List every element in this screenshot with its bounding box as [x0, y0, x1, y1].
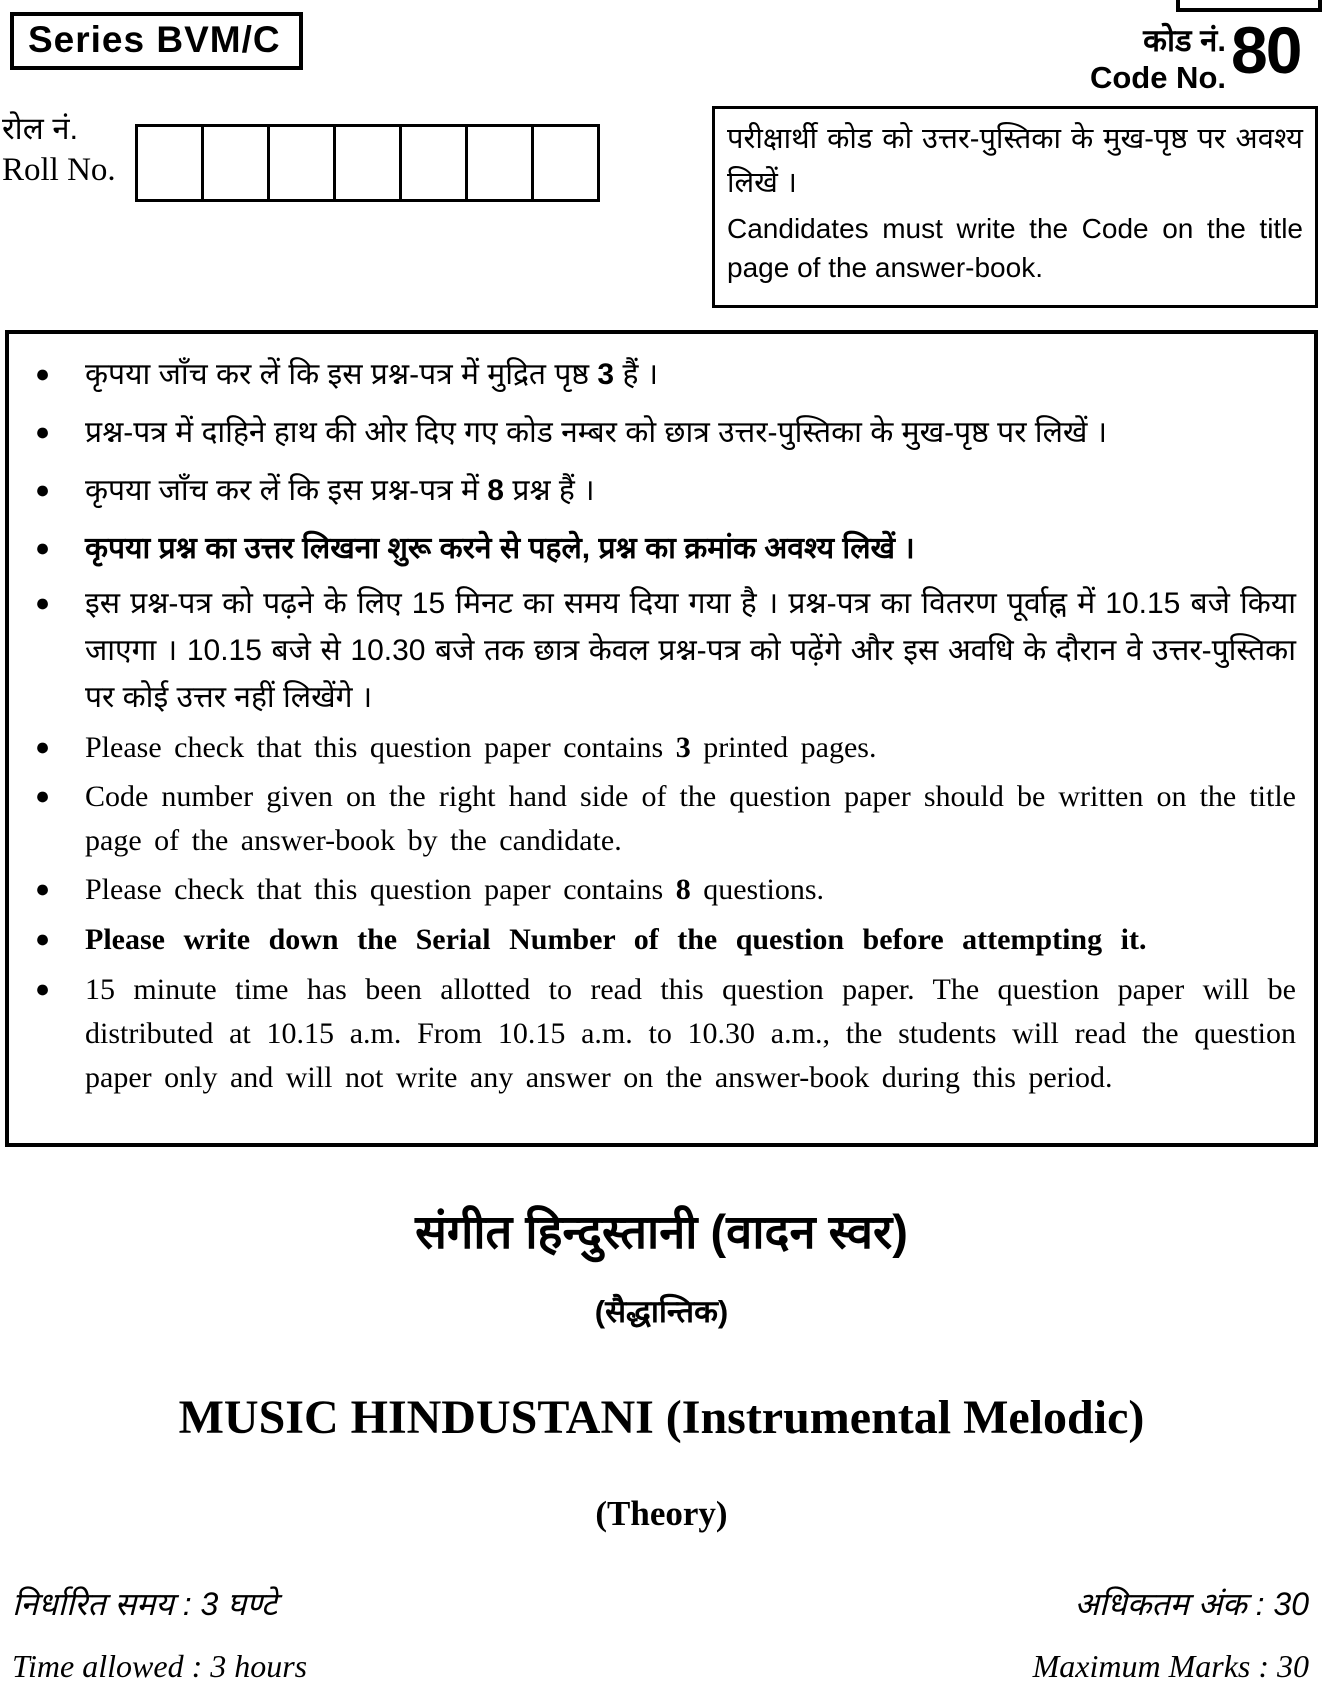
candidates-note-box: [712, 106, 1318, 308]
top-right-partial-box: [1176, 0, 1322, 12]
code-label-english: Code No.: [1089, 60, 1226, 95]
instruction-item: [9, 775, 1296, 863]
instruction-item: [9, 726, 1296, 770]
bullet-icon: ●: [35, 589, 51, 617]
instructions-box: [5, 330, 1318, 1147]
paper-title-english: MUSIC HINDUSTANI (Instrumental Melodic): [178, 1391, 1145, 1444]
instruction-item: [9, 348, 1296, 401]
instruction-text: Code number given on the right hand side of the question paper should be written on the title page of the answer-book by the candidate.: [85, 780, 1296, 857]
instruction-text: कृपया प्रश्न का उत्तर लिखना शुरू करने से पहले, प्रश्न का क्रमांक अवश्य लिखें ।: [85, 532, 915, 565]
instruction-item: [9, 522, 1296, 575]
instruction-text: Please write down the Serial Number of the question before attempting it.: [85, 923, 1147, 956]
bullet-icon: ●: [35, 476, 51, 504]
bullet-icon: ●: [35, 418, 51, 446]
time-allowed-hindi: निर्धारित समय : 3 घण्टे: [12, 1586, 278, 1622]
candidates-note-english: Candidates must write the Code on the title page of the answer-book.: [727, 213, 1303, 283]
instruction-text: कृपया जाँच कर लें कि इस प्रश्न-पत्र में मुद्रित पृष्ठ 3 हैं ।: [85, 358, 659, 391]
paper-title-hindi: संगीत हिन्दुस्तानी (वादन स्वर): [415, 1205, 908, 1258]
roll-box-cell: [465, 124, 534, 202]
max-marks-english: Maximum Marks : 30: [1032, 1648, 1309, 1684]
paper-subtitle-hindi: (सैद्धान्तिक): [594, 1294, 729, 1329]
instruction-item: [9, 917, 1296, 963]
instruction-text: प्रश्न-पत्र में दाहिने हाथ की ओर दिए गए कोड नम्बर को छात्र उत्तर-पुस्तिका के मुख-पृष्ठ पर लिखें ।: [85, 416, 1108, 449]
instructions-list: [9, 348, 1296, 1100]
bullet-icon: ●: [35, 734, 51, 761]
roll-box-cell: [267, 124, 336, 202]
footer-row-hindi: [12, 1582, 1309, 1625]
code-number: 80: [1231, 13, 1301, 87]
roll-box-cell: [201, 124, 270, 202]
instruction-text: इस प्रश्न-पत्र को पढ़ने के लिए 15 मिनट का समय दिया गया है । प्रश्न-पत्र का वितरण पूर्वाह्न में 10.15 बजे किया जाएगा । 10.15 बजे से 10.30 बजे तक छात्र केवल प्रश्न-पत्र को पढ़ेंगे और इस अवधि के दौरान वे उत्तर-पुस्तिका पर कोई उत्तर नहीं लिखेंगे ।: [85, 587, 1296, 714]
instruction-item: [9, 968, 1296, 1100]
code-label: [900, 22, 1226, 96]
instruction-item: [9, 464, 1296, 517]
instruction-text: 15 minute time has been allotted to read this question paper. The question paper will be distributed at 10.15 a.m. From 10.15 a.m. to 10.30 a.m., the students will read the question paper only and will not write any answer on the answer-book during this period.: [85, 973, 1296, 1094]
series-label: Series BVM/C: [10, 12, 303, 70]
roll-box-cell: [399, 124, 468, 202]
bullet-icon: ●: [35, 926, 51, 953]
roll-label-english: Roll No.: [2, 152, 116, 188]
footer-row-english: [12, 1648, 1309, 1685]
bullet-icon: ●: [35, 876, 51, 903]
bullet-icon: ●: [35, 534, 51, 562]
candidates-note-hindi: परीक्षार्थी कोड को उत्तर-पुस्तिका के मुख-पृष्ठ पर अवश्य लिखें ।: [727, 123, 1303, 199]
instruction-item: [9, 406, 1296, 459]
instruction-text: कृपया जाँच कर लें कि इस प्रश्न-पत्र में 8 प्रश्न हैं ।: [85, 474, 595, 507]
roll-box-cell: [531, 124, 600, 202]
instruction-text: Please check that this question paper contains 8 questions.: [85, 873, 825, 906]
bullet-icon: ●: [35, 976, 51, 1003]
bullet-icon: ●: [35, 360, 51, 388]
bullet-icon: ●: [35, 783, 51, 810]
roll-box-cell: [333, 124, 402, 202]
instruction-item: [9, 580, 1296, 721]
paper-subtitle-english: (Theory): [595, 1494, 728, 1533]
instruction-item: [9, 868, 1296, 912]
roll-box-cell: [135, 124, 204, 202]
instruction-text: Please check that this question paper contains 3 printed pages.: [85, 731, 877, 764]
max-marks-hindi: अधिकतम अंक : 30: [1074, 1586, 1309, 1622]
roll-label-hindi: रोल नं.: [2, 111, 79, 146]
roll-number-boxes: [135, 124, 597, 202]
time-allowed-english: Time allowed : 3 hours: [12, 1648, 308, 1684]
code-label-hindi: कोड नं.: [1143, 23, 1226, 58]
